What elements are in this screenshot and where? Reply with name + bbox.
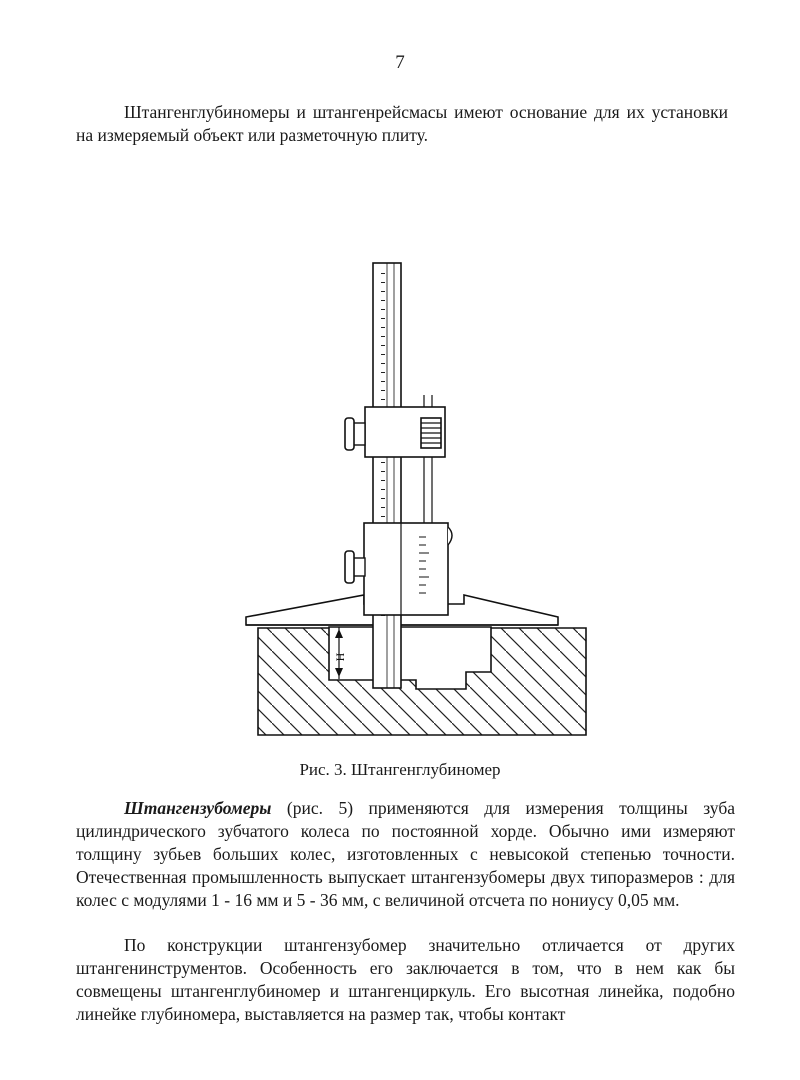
depth-gauge-figure: [236, 255, 606, 755]
page-number: 7: [395, 52, 405, 73]
hatched-workpiece: [258, 627, 586, 735]
section-paragraph-1: [76, 797, 735, 912]
dimension-h-label: Н: [333, 652, 347, 662]
term-shtangenzubomery: Штангензубомеры: [124, 798, 272, 818]
section-paragraph-1-text: (рис. 5) применяются для измерения толщины зуба цилиндрического зубчатого колеса по постоянной хорде. Обычно ими измеряют толщину зубьев больших колес, изготовленных с невысокой степенью точности. Отечественная промышленность выпускает штангензубомеры двух типоразмеров : для колес с модулями 1 - 16 мм и 5 - 36 мм, с величиной отсчета по нониусу 0,05 мм.: [76, 798, 735, 910]
main-scale-ruler: [373, 263, 401, 688]
figure-caption: Рис. 3. Штангенглубиномер: [299, 760, 501, 779]
intro-paragraph: Штангенглубиномеры и штангенрейсмасы имеют основание для их установки на измеряемый объект или разметочную плиту.: [76, 102, 728, 145]
section-paragraph-2: По конструкции штангензубомер значительно отличается от других штангенинструментов. Особенность его заключается в том, что в нем как бы совмещены штангенглубиномер и штангенциркуль. Его высотная линейка, подобно линейке глубиномера, выставляется на размер так, чтобы контакт: [76, 935, 735, 1024]
micro-feed-clamp: [345, 407, 445, 457]
